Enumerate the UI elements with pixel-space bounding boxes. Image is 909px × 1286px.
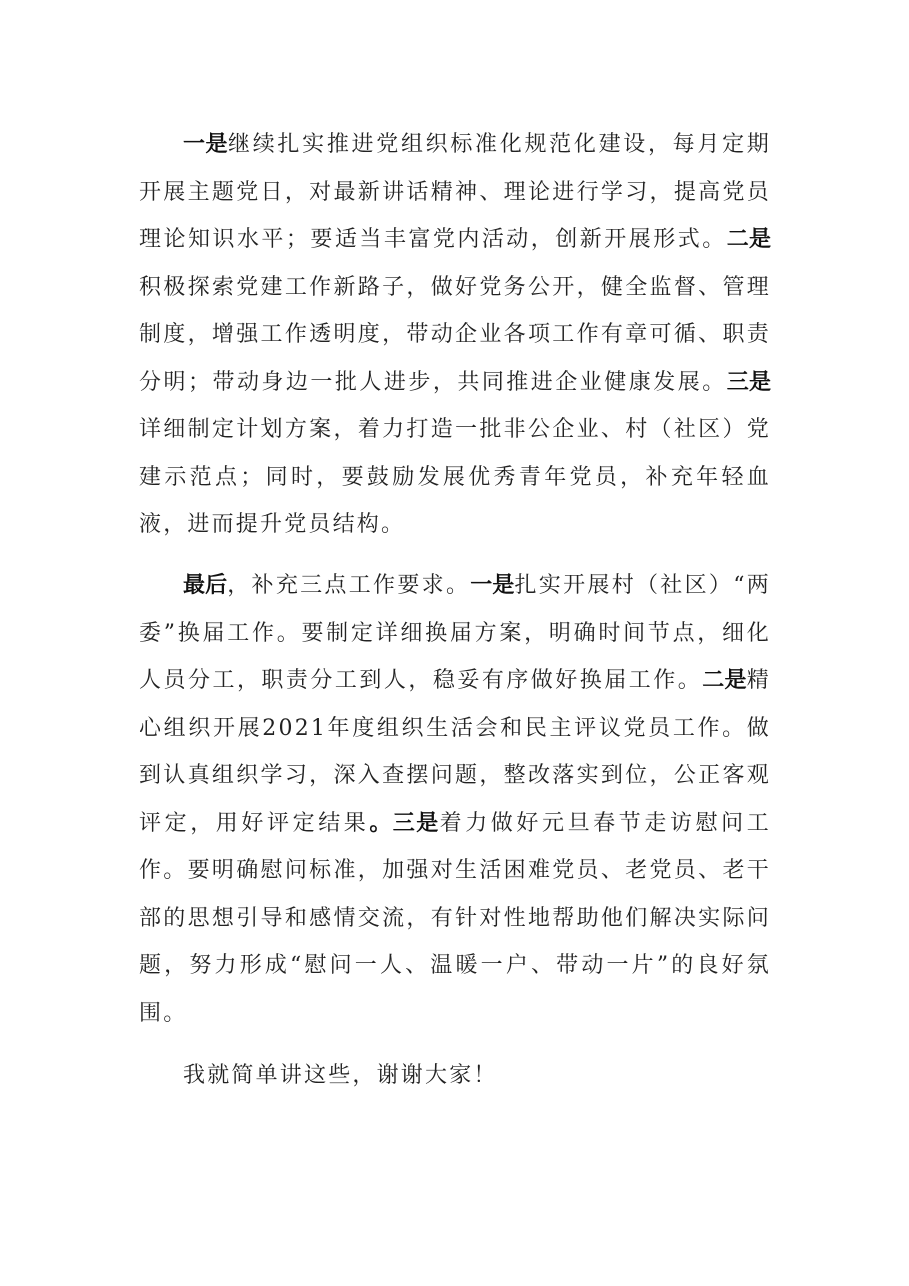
paragraph-text: 继续扎实推进党组织标准化规范化建设，每月定期开展主题党日，对最新讲话精神、理论进行学习，提高党员理论知识水平；要适当丰富党内活动，创新开展形式。: [139, 132, 771, 252]
paragraph-closing: [139, 1052, 771, 1100]
emphasis-first: 一是: [183, 132, 229, 157]
paragraph-text: 积极探索党建工作新路子，做好党务公开，健全监督、管理制度，增强工作透明度，带动企业各项工作有章可循、职责分明；带动身边一批人进步，共同推进企业健康发展。: [139, 274, 771, 395]
paragraph-text: 精心组织开展2021年度组织生活会和民主评议党员工作。做到认真组织学习，深入查摆问题，整改落实到位，公正客观评定，用好评定结果: [139, 668, 771, 836]
paragraph-text: ，补充三点工作要求。: [227, 573, 471, 598]
emphasis-first: 一是: [470, 573, 515, 598]
emphasis-finally: 最后: [183, 573, 228, 598]
emphasis-third: 三是: [726, 369, 771, 395]
paragraph-text: 扎实开展村（社区）“两委”换届工作。要制定详细换届方案，明确时间节点，细化人员分工，职责分工到人，稳妥有序做好换届工作。: [139, 573, 771, 693]
emphasis-third: 。三是: [369, 810, 440, 836]
closing-text: 我就简单讲这些，谢谢大家！: [183, 1063, 498, 1088]
paragraph-work-plan: [139, 121, 771, 549]
paragraph-text: 详细制定计划方案，着力打造一批非公企业、村（社区）党建示范点；同时，要鼓励发展优秀青年党员，补充年轻血液，进而提升党员结构。: [139, 417, 771, 537]
emphasis-second: 二是: [726, 227, 771, 252]
paragraph-requirements: [139, 562, 771, 1037]
emphasis-second: 二是: [702, 668, 747, 693]
paragraph-text: 着力做好元旦春节走访慰问工作。要明确慰问标准，加强对生活困难党员、老党员、老干部的思想引导和感情交流，有针对性地帮助他们解决实际问题，努力形成“慰问一人、温暖一户、带动一片”的良好氛围。: [139, 810, 771, 1026]
